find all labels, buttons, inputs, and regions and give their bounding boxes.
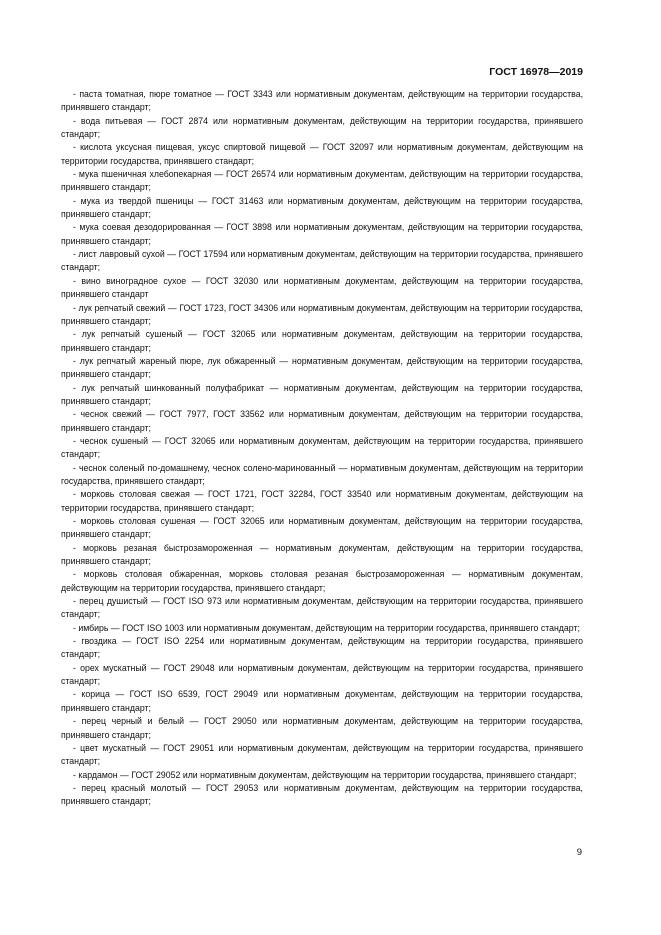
list-item: - перец душистый — ГОСТ ISO 973 или нормативным документам, действующим на территории государства, принявшего стандарт;: [61, 596, 583, 620]
list-item: - перец красный молотый — ГОСТ 29053 или нормативным документам, действующим на территории государства, принявшего стандарт;: [61, 782, 583, 807]
list-item: - паста томатная, пюре томатное — ГОСТ 3343 или нормативным документам, действующим на территории государства, принявшего стандарт;: [61, 89, 583, 113]
list-item: - корица — ГОСТ ISO 6539, ГОСТ 29049 или нормативным документам, действующим на территории государства, принявшего стандарт;: [61, 689, 583, 713]
list-item: - перец черный и белый — ГОСТ 29050 или нормативным документам, действующим на территории государства, принявшего стандарт;: [61, 716, 583, 740]
list-item: - кислота уксусная пищевая, уксус спиртовой пищевой — ГОСТ 32097 или нормативным документам, действующим на территории государства, принявшего стандарт;: [61, 142, 583, 166]
list-item: - чеснок соленый по-домашнему, чеснок солено-маринованный — нормативным документам, действующим на территории государства, принявшего стандарт;: [61, 462, 583, 486]
list-item: - цвет мускатный — ГОСТ 29051 или нормативным документам, действующим на территории государства, принявшего стандарт;: [61, 742, 583, 767]
list-item: - морковь резаная быстрозамороженная — нормативным документам, действующим на территории государства, принявшего стандарт;: [61, 542, 583, 567]
list-item: - вино виноградное сухое — ГОСТ 32030 или нормативным документам, действующим на территории государства, принявшего стандарт: [61, 275, 583, 300]
document-header: ГОСТ 16978—2019: [489, 66, 583, 78]
list-item: - мука пшеничная хлебопекарная — ГОСТ 26574 или нормативным документам, действующим на территории государства, принявшего стандарт;: [61, 169, 583, 193]
list-item: - чеснок сушеный — ГОСТ 32065 или нормативным документам, действующим на территории государства, принявшего стандарт;: [61, 435, 583, 460]
list-item: - морковь столовая обжаренная, морковь столовая резаная быстрозамороженная — нормативным документам, действующим на территории государства, принявшего стандарт;: [61, 569, 583, 593]
list-item: - лук репчатый сушеный — ГОСТ 32065 или нормативным документам, действующим на территории государства, принявшего стандарт;: [61, 329, 583, 353]
list-item: - лист лавровый сухой — ГОСТ 17594 или нормативным документам, действующим на территории государства, принявшего стандарт;: [61, 249, 583, 273]
list-item: - лук репчатый жареный пюре, лук обжаренный — нормативным документам, действующим на территории государства, принявшего стандарт;: [61, 355, 583, 380]
list-item: - гвоздика — ГОСТ ISO 2254 или нормативным документам, действующим на территории государства, принявшего стандарт;: [61, 636, 583, 660]
list-item: - вода питьевая — ГОСТ 2874 или нормативным документам, действующим на территории государства, принявшего стандарт;: [61, 115, 583, 140]
list-item: - лук репчатый свежий — ГОСТ 1723, ГОСТ 34306 или нормативным документам, действующим на территории государства, принявшего стандарт;: [61, 302, 583, 326]
list-item: - орех мускатный — ГОСТ 29048 или нормативным документам, действующим на территории государства, принявшего стандарт;: [61, 662, 583, 687]
page-number: 9: [576, 847, 582, 858]
list-item: - чеснок свежий — ГОСТ 7977, ГОСТ 33562 или нормативным документам, действующим на территории государства, принявшего стандарт;: [61, 409, 583, 433]
list-item: - мука из твердой пшеницы — ГОСТ 31463 или нормативным документам, действующим на территории государства, принявшего стандарт;: [61, 195, 583, 220]
list-item: - морковь столовая сушеная — ГОСТ 32065 или нормативным документам, действующим на территории государства, принявшего стандарт;: [61, 516, 583, 540]
list-item: - мука соевая дезодорированная — ГОСТ 3898 или нормативным документам, действующим на территории государства, принявшего стандарт;: [61, 222, 583, 246]
list-item: - имбирь — ГОСТ ISO 1003 или нормативным документам, действующим на территории государства, принявшего стандарт;: [73, 622, 580, 633]
list-item: - морковь столовая свежая — ГОСТ 1721, ГОСТ 32284, ГОСТ 33540 или нормативным документам, действующим на территории государства, принявшего стандарт;: [61, 489, 583, 513]
list-item: - лук репчатый шинкованный полуфабрикат — нормативным документам, действующим на территории государства, принявшего стандарт;: [61, 382, 583, 406]
document-body: [61, 88, 583, 809]
list-item: - кардамон — ГОСТ 29052 или нормативным документам, действующим на территории государства, принявшего стандарт;: [73, 769, 577, 780]
